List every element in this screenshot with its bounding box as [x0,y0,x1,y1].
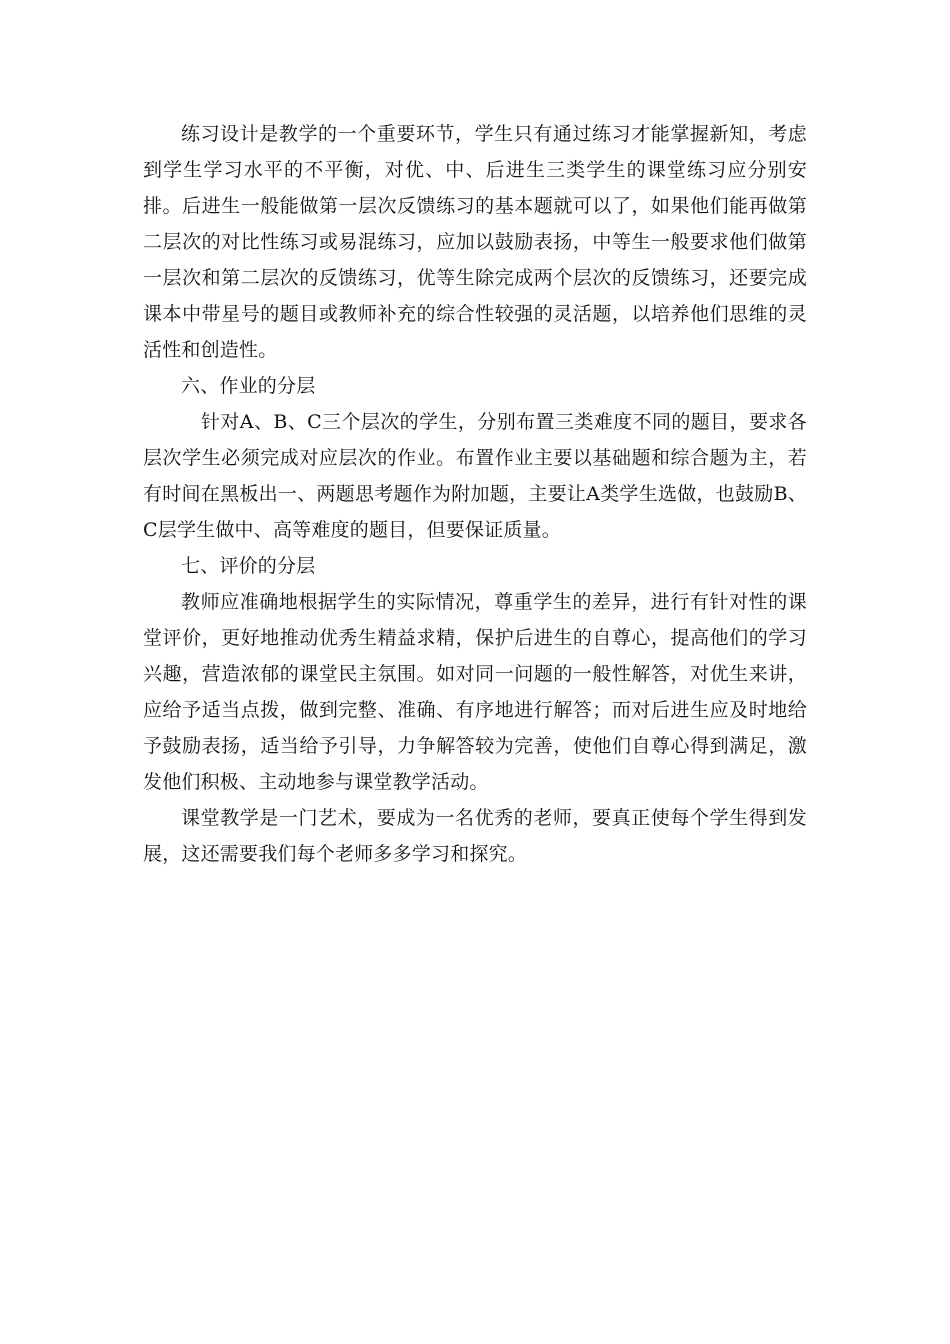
paragraph-evaluation-tiering: 教师应准确地根据学生的实际情况，尊重学生的差异，进行有针对性的课堂评价，更好地推动优秀生精益求精，保护后进生的自尊心，提高他们的学习兴趣，营造浓郁的课堂民主氛围。如对同一问题的一般性解答，对优生来讲，应给予适当点拨，做到完整、准确、有序地进行解答；而对后进生应及时地给予鼓励表扬，适当给予引导，力争解答较为完善，使他们自尊心得到满足，激发他们积极、主动地参与课堂教学活动。 [143,591,807,793]
paragraph-practice-design: 练习设计是教学的一个重要环节，学生只有通过练习才能掌握新知，考虑到学生学习水平的不平衡，对优、中、后进生三类学生的课堂练习应分别安排。后进生一般能做第一层次反馈练习的基本题就可以了，如果他们能再做第二层次的对比性练习或易混练习，应加以鼓励表扬，中等生一般要求他们做第一层次和第二层次的反馈练习，优等生除完成两个层次的反馈练习，还要完成课本中带星号的题目或教师补充的综合性较强的灵活题，以培养他们思维的灵活性和创造性。 [143,123,807,361]
document-body [143,116,807,872]
paragraph-conclusion: 课堂教学是一门艺术，要成为一名优秀的老师，要真正使每个学生得到发展，这还需要我们每个老师多多学习和探究。 [143,807,807,865]
section-heading-evaluation-tiering: 七、评价的分层 [181,555,316,577]
paragraph-homework-tiering: 针对A、B、C三个层次的学生，分别布置三类难度不同的题目，要求各层次学生必须完成对应层次的作业。布置作业主要以基础题和综合题为主，若有时间在黑板出一、两题思考题作为附加题，主要让A类学生选做，也鼓励B、C层学生做中、高等难度的题目，但要保证质量。 [143,411,807,541]
section-heading-homework-tiering: 六、作业的分层 [181,375,316,397]
